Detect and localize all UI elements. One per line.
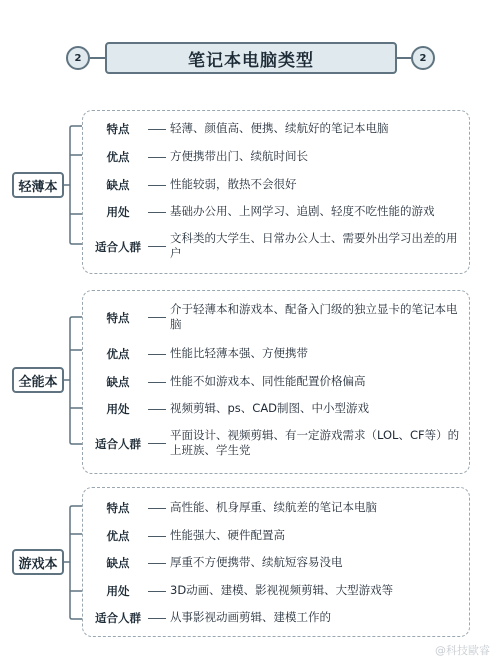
row-text: 性能不如游戏本、同性能配置价格偏高 bbox=[170, 374, 366, 388]
row-audience bbox=[88, 231, 468, 263]
row-label: 特点 bbox=[106, 311, 130, 325]
left-badge: 2 bbox=[66, 46, 90, 70]
right-badge: 2 bbox=[411, 46, 435, 70]
row-cons bbox=[88, 177, 468, 195]
row-usage bbox=[88, 401, 468, 419]
row-pros bbox=[88, 528, 468, 546]
row-text: 性能比轻薄本强、方便携带 bbox=[170, 346, 308, 360]
section-gaming-laptop bbox=[0, 487, 500, 637]
row-dash bbox=[148, 618, 166, 619]
row-text: 平面设计、视频剪辑、有一定游戏需求（LOL、CF等）的上班族、学生党 bbox=[170, 428, 460, 457]
section-light-laptop bbox=[0, 110, 500, 274]
row-dash bbox=[148, 212, 166, 213]
row-label: 适合人群 bbox=[95, 611, 141, 625]
row-label: 特点 bbox=[106, 122, 130, 136]
section-title: 全能本 bbox=[12, 367, 64, 393]
row-text: 轻薄、颜值高、便携、续航好的笔记本电脑 bbox=[170, 121, 389, 135]
title-header bbox=[0, 0, 500, 90]
row-audience bbox=[88, 428, 468, 460]
row-label: 用处 bbox=[106, 402, 130, 416]
row-dash bbox=[148, 382, 166, 383]
row-text: 介于轻薄本和游戏本、配备入门级的独立显卡的笔记本电脑 bbox=[170, 302, 458, 331]
row-label: 适合人群 bbox=[95, 437, 141, 451]
row-pros bbox=[88, 149, 468, 167]
row-dash bbox=[148, 536, 166, 537]
row-label: 缺点 bbox=[106, 375, 130, 389]
row-label: 缺点 bbox=[106, 178, 130, 192]
row-pros bbox=[88, 346, 468, 364]
page-title: 笔记本电脑类型 bbox=[105, 42, 397, 74]
row-cons bbox=[88, 555, 468, 573]
row-label: 特点 bbox=[106, 501, 130, 515]
left-connector-line bbox=[90, 57, 105, 59]
section-title: 游戏本 bbox=[12, 549, 64, 575]
row-dash bbox=[148, 508, 166, 509]
row-text: 3D动画、建模、影视视频剪辑、大型游戏等 bbox=[170, 583, 394, 597]
row-text: 文科类的大学生、日常办公人士、需要外出学习出差的用户 bbox=[170, 231, 458, 260]
row-dash bbox=[148, 246, 166, 247]
row-label: 缺点 bbox=[106, 556, 130, 570]
row-label: 用处 bbox=[106, 205, 130, 219]
watermark: @科技歐睿 bbox=[435, 644, 490, 657]
row-dash bbox=[148, 317, 166, 318]
row-dash bbox=[148, 591, 166, 592]
row-usage bbox=[88, 583, 468, 601]
row-text: 视频剪辑、ps、CAD制图、中小型游戏 bbox=[170, 401, 370, 415]
row-text: 性能较弱，散热不会很好 bbox=[170, 177, 297, 191]
right-connector-line bbox=[397, 57, 411, 59]
row-label: 适合人群 bbox=[95, 240, 141, 254]
row-text: 厚重不方便携带、续航短容易没电 bbox=[170, 555, 343, 569]
row-text: 从事影视动画剪辑、建模工作的 bbox=[170, 610, 331, 624]
row-text: 方便携带出门、续航时间长 bbox=[170, 149, 308, 163]
row-dash bbox=[148, 129, 166, 130]
row-label: 用处 bbox=[106, 584, 130, 598]
row-features bbox=[88, 302, 468, 334]
section-all-round-laptop bbox=[0, 290, 500, 474]
row-text: 性能强大、硬件配置高 bbox=[170, 528, 285, 542]
row-dash bbox=[148, 157, 166, 158]
row-dash bbox=[148, 409, 166, 410]
row-label: 优点 bbox=[106, 529, 130, 543]
row-cons bbox=[88, 374, 468, 392]
row-text: 基础办公用、上网学习、追剧、轻度不吃性能的游戏 bbox=[170, 204, 435, 218]
row-dash bbox=[148, 185, 166, 186]
section-title: 轻薄本 bbox=[12, 172, 64, 198]
row-audience bbox=[88, 610, 468, 628]
row-dash bbox=[148, 354, 166, 355]
row-usage bbox=[88, 204, 468, 222]
row-label: 优点 bbox=[106, 347, 130, 361]
row-label: 优点 bbox=[106, 150, 130, 164]
row-features bbox=[88, 500, 468, 518]
row-dash bbox=[148, 563, 166, 564]
row-features bbox=[88, 121, 468, 139]
row-text: 高性能、机身厚重、续航差的笔记本电脑 bbox=[170, 500, 377, 514]
row-dash bbox=[148, 443, 166, 444]
